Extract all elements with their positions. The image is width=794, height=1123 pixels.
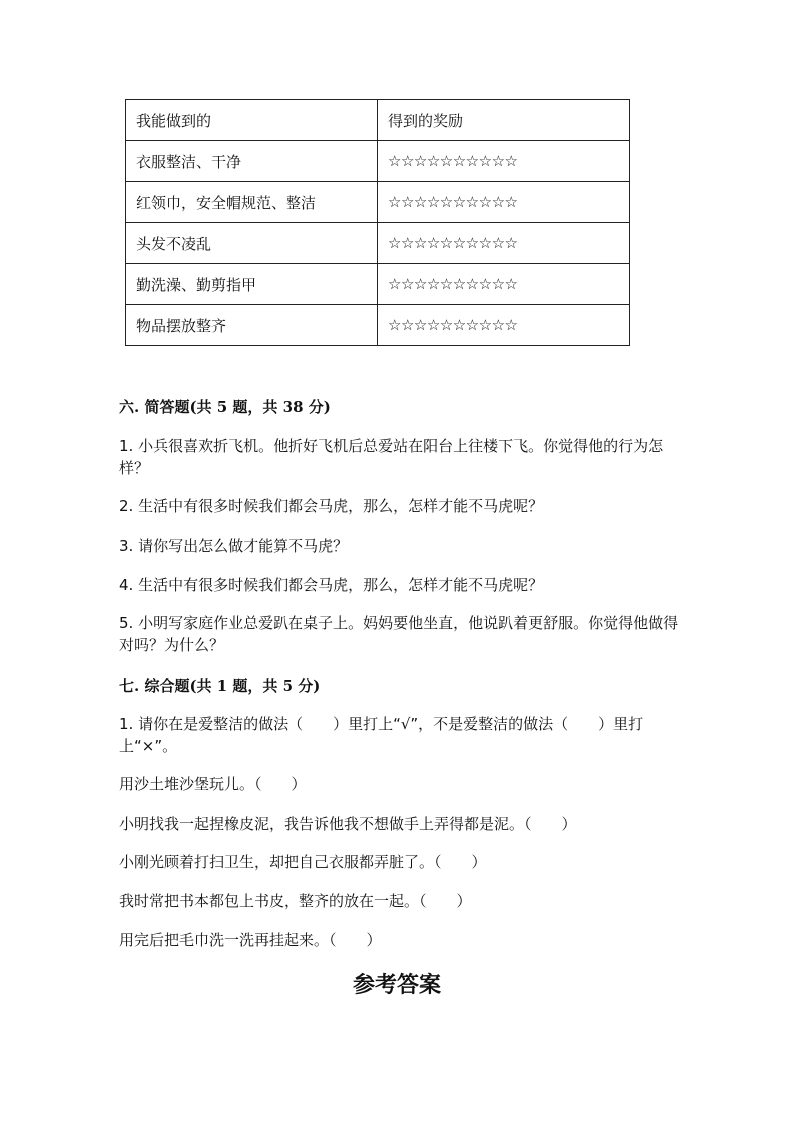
- table-cell-item: 物品摆放整齐: [126, 305, 378, 346]
- table-cell-item: 勤洗澡、勤剪指甲: [126, 264, 378, 305]
- question-5: 5. 小明写家庭作业总爱趴在桌子上。妈妈要他坐直，他说趴着更舒服。你觉得他做得对吗？为什么？: [119, 614, 679, 654]
- table-cell-stars: ☆☆☆☆☆☆☆☆☆☆: [378, 264, 630, 305]
- table-row: [126, 223, 630, 264]
- question-3: 3. 请你写出怎么做才能算不马虎？: [119, 537, 349, 555]
- section7-heading: 七. 综合题(共 1 题，共 5 分): [119, 677, 321, 695]
- judge-item: 用完后把毛巾洗一洗再挂起来。（ ）: [119, 931, 382, 949]
- table-cell-item: 头发不凌乱: [126, 223, 378, 264]
- reward-table: [125, 99, 630, 346]
- judge-item: 小刚光顾着打扫卫生，却把自己衣服都弄脏了。（ ）: [119, 853, 487, 871]
- table-row: [126, 305, 630, 346]
- answer-title: 参考答案: [352, 972, 441, 998]
- judge-item: 小明找我一起捏橡皮泥，我告诉他我不想做手上弄得都是泥。（ ）: [119, 815, 577, 833]
- table-cell-stars: ☆☆☆☆☆☆☆☆☆☆: [378, 141, 630, 182]
- section7-question: 1. 请你在是爱整洁的做法（ ）里打上“√”，不是爱整洁的做法（ ）里打上“×”。: [119, 715, 644, 755]
- table-header-row: [126, 100, 630, 141]
- section6-heading: 六. 简答题(共 5 题，共 38 分): [119, 398, 331, 416]
- table-header-cell: 得到的奖励: [378, 100, 630, 141]
- judge-item: 我时常把书本都包上书皮，整齐的放在一起。（ ）: [119, 892, 472, 910]
- table-cell-stars: ☆☆☆☆☆☆☆☆☆☆: [378, 223, 630, 264]
- table-cell-stars: ☆☆☆☆☆☆☆☆☆☆: [378, 182, 630, 223]
- question-1: 1. 小兵很喜欢折飞机。他折好飞机后总爱站在阳台上往楼下飞。你觉得他的行为怎样？: [119, 437, 664, 477]
- table-cell-stars: ☆☆☆☆☆☆☆☆☆☆: [378, 305, 630, 346]
- table-row: [126, 264, 630, 305]
- question-2: 2. 生活中有很多时候我们都会马虎，那么，怎样才能不马虎呢？: [119, 497, 544, 515]
- judge-item: 用沙土堆沙堡玩儿。（ ）: [119, 775, 307, 793]
- table-cell-item: 衣服整洁、干净: [126, 141, 378, 182]
- table-cell-item: 红领巾，安全帽规范、整洁: [126, 182, 378, 223]
- table-header-cell: 我能做到的: [126, 100, 378, 141]
- table-row: [126, 141, 630, 182]
- table-row: [126, 182, 630, 223]
- question-4: 4. 生活中有很多时候我们都会马虎，那么，怎样才能不马虎呢？: [119, 576, 544, 594]
